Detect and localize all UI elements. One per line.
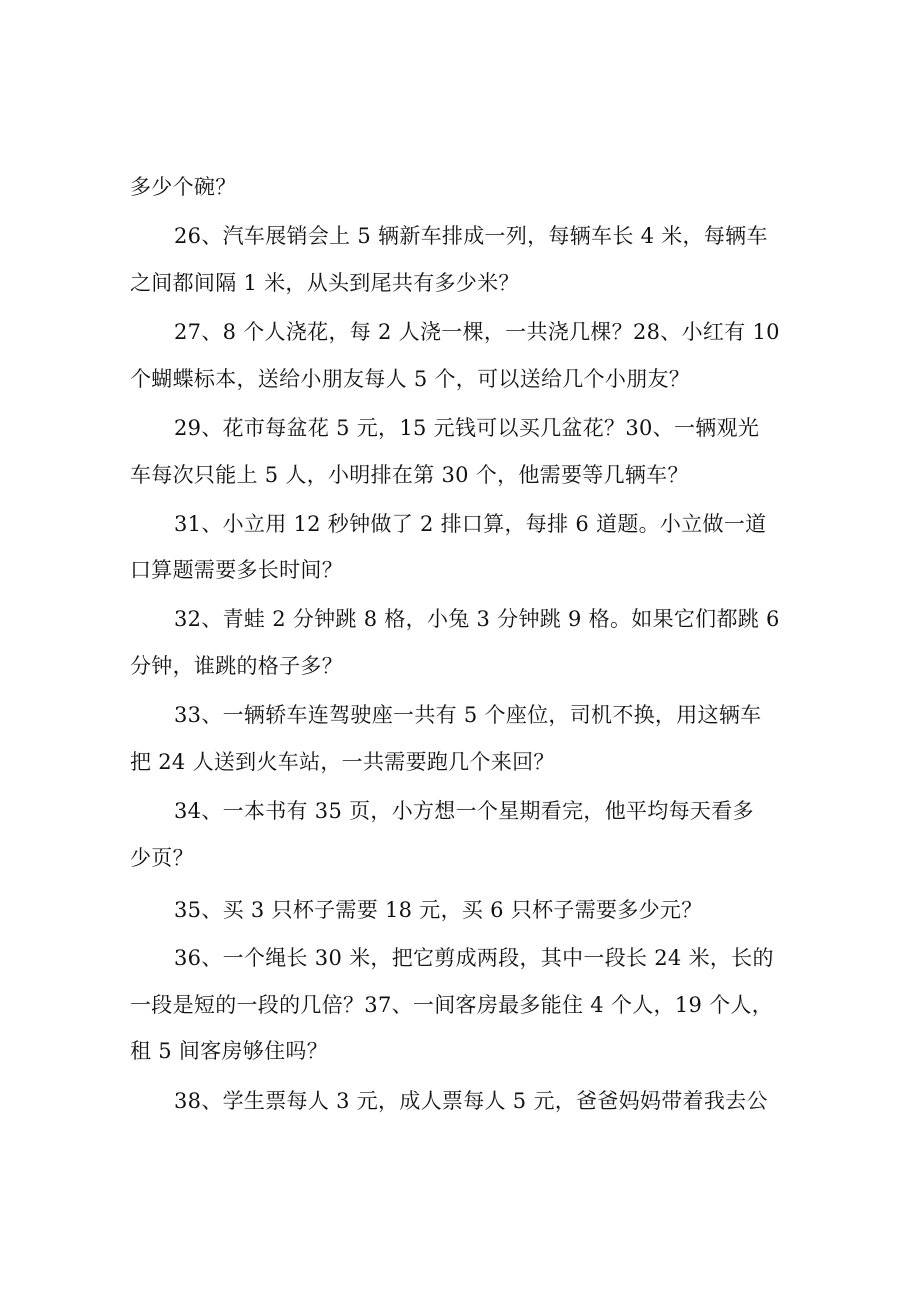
question-33-line-1: 33、一辆轿车连驾驶座一共有 5 个座位，司机不换，用这辆车: [174, 703, 762, 727]
question-33-line-2: 把 24 人送到火车站，一共需要跑几个来回？: [130, 750, 555, 774]
question-35-line-1: 35、买 3 只杯子需要 18 元，买 6 只杯子需要多少元？: [174, 898, 703, 922]
question-26-line-2: 之间都间隔 1 米，从头到尾共有多少米？: [130, 271, 520, 295]
question-31-line-2: 口算题需要多长时间？: [130, 558, 343, 582]
question-38-line-1: 38、学生票每人 3 元，成人票每人 5 元，爸爸妈妈带着我去公: [174, 1089, 768, 1113]
question-31-line-1: 31、小立用 12 秒钟做了 2 排口算，每排 6 道题。小立做一道: [174, 512, 767, 536]
question-32-line-2: 分钟，谁跳的格子多？: [130, 654, 343, 678]
question-30-line-2: 车每次只能上 5 人，小明排在第 30 个，他需要等几辆车？: [130, 463, 689, 487]
question-34-line-1: 34、一本书有 35 页，小方想一个星期看完，他平均每天看多: [174, 799, 754, 823]
question-29-line-1: 29、花市每盆花 5 元，15 元钱可以买几盆花？30、一辆观光: [174, 416, 760, 440]
question-32-line-1: 32、青蛙 2 分钟跳 8 格，小兔 3 分钟跳 9 格。如果它们都跳 6: [174, 607, 780, 631]
question-37-line-2: 一段是短的一段的几倍？37、一间客房最多能住 4 个人，19 个人，: [130, 993, 774, 1017]
question-36-line-1: 36、一个绳长 30 米，把它剪成两段，其中一段长 24 米，长的: [174, 946, 774, 970]
question-27-line-1: 27、8 个人浇花，每 2 人浇一棵，一共浇几棵？28、小红有 10: [174, 320, 780, 344]
question-34-line-2: 少页？: [130, 846, 194, 870]
text-line: 多少个碗？: [130, 175, 237, 199]
question-37-line-3: 租 5 间客房够住吗？: [130, 1039, 329, 1063]
question-28-line-2: 个蝴蝶标本，送给小朋友每人 5 个，可以送给几个小朋友？: [130, 367, 691, 391]
question-26-line-1: 26、汽车展销会上 5 辆新车排成一列，每辆车长 4 米，每辆车: [174, 224, 768, 248]
